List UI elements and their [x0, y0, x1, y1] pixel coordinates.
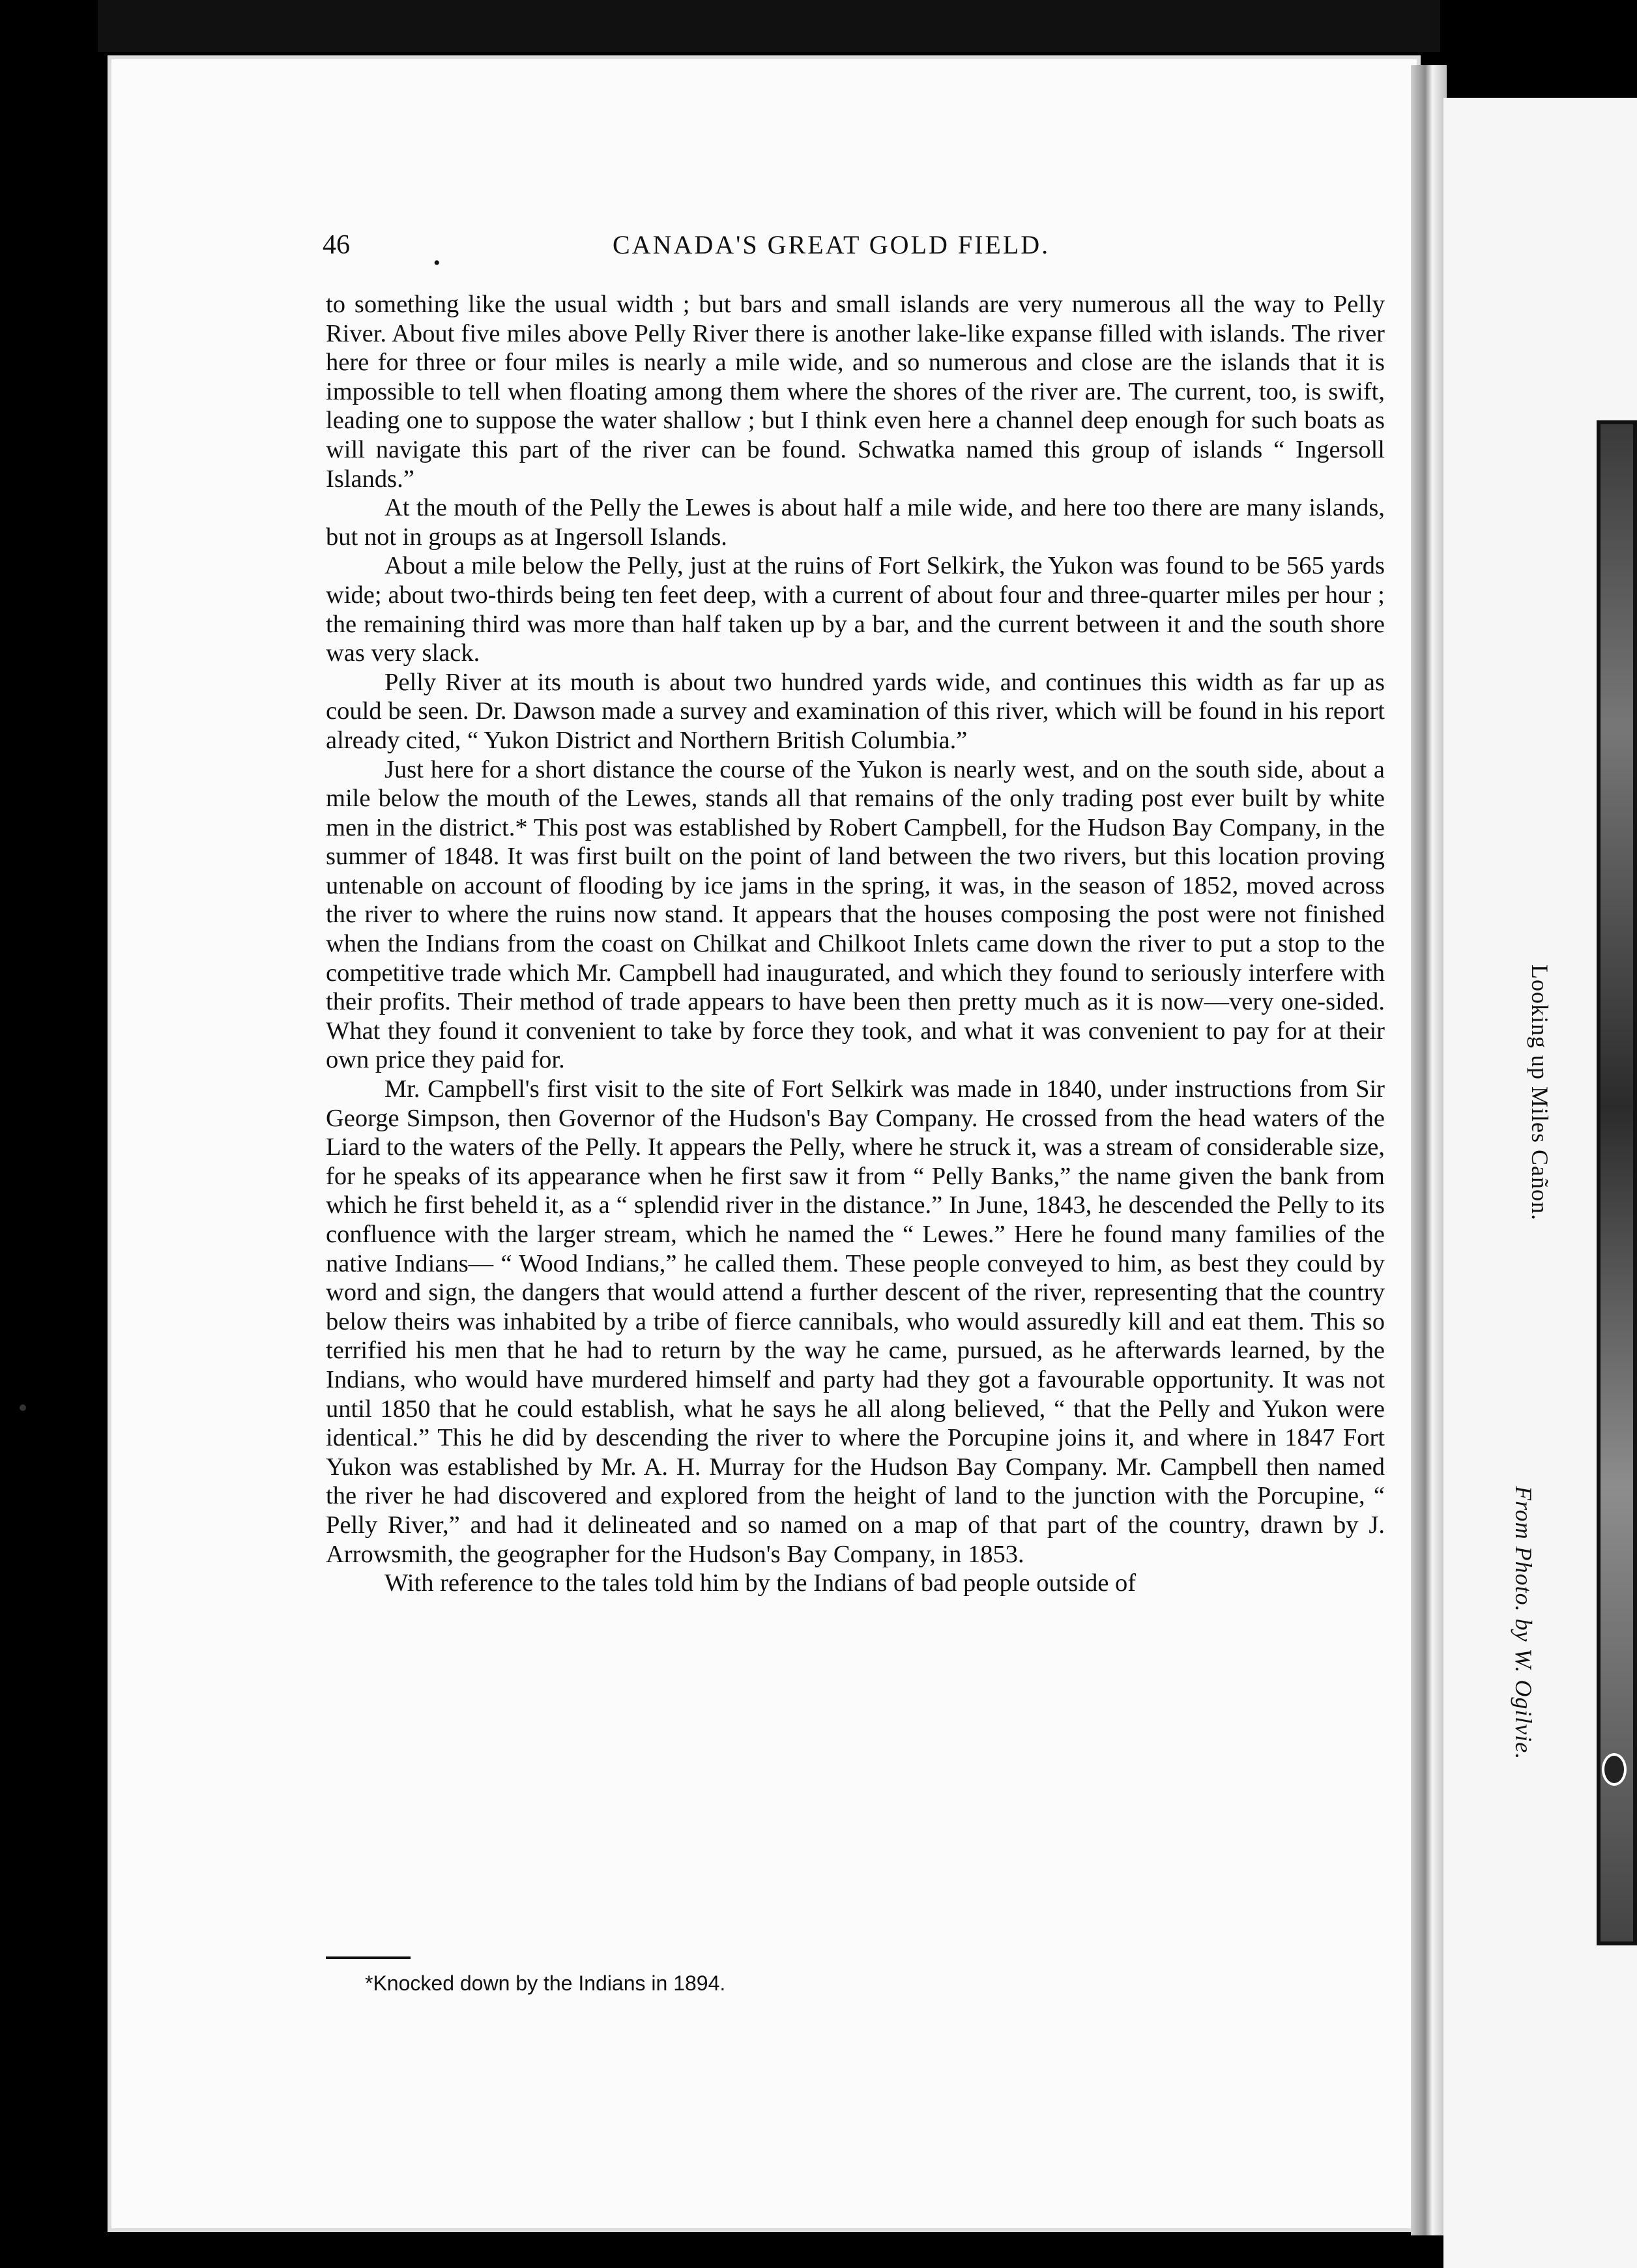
running-title: CANADA'S GREAT GOLD FIELD.: [613, 230, 1050, 259]
body-text: [326, 290, 1385, 1598]
page-gutter: [1411, 65, 1447, 2235]
paragraph: Mr. Campbell's first visit to the site of Fort Selkirk was made in 1840, under instructions from Sir George Simpson, then Governor of the Hudson's Bay Company. He crossed from the head waters of the Liard to the waters of the Pelly. It appears the Pelly, where he struck it, was a stream of considerable size, for he speaks of its appearance when he first saw it from “ Pelly Banks,” the name given the bank from which he first beheld it, as a “ splendid river in the distance.” In June, 1843, he descended the Pelly to its confluence with the larger stream, which he named the “ Lewes.” Here he found many families of the native Indians— “ Wood Indians,” he called them. These people conveyed to him, as best they could by word and sign, the dangers that would attend a further descent of the river, representing that the country below theirs was inhabited by a tribe of fierce cannibals, who would assuredly kill and eat them. This so terrified his men that he had to return by the way he came, pursued, as he afterwards learned, by the Indians, who would have murdered himself and party had they got a favourable opportunity. It was not until 1850 that he could establish, what he says he all along believed, “ that the Pelly and Yukon were identical.” This he did by descending the river to where the Porcupine joins it, and where in 1847 Fort Yukon was established by Mr. A. H. Murray for the Hudson Bay Company. Mr. Campbell then named the river he had discovered and explored from the height of land to the junction with the Porcupine, “ Pelly River,” and had it delineated and so named on a map of that part of the country, drawn by J. Arrowsmith, the geographer for the Hudson's Bay Company, in 1853.: [326, 1075, 1385, 1568]
header-mark: •: [433, 252, 441, 274]
plate-caption-title: Looking up Miles Cañon.: [1527, 965, 1553, 1221]
running-head: [323, 229, 1430, 274]
plate-photograph: [1597, 420, 1637, 1945]
paragraph: Just here for a short distance the course of the Yukon is nearly west, and on the south side, about a mile below the mouth of the Lewes, stands all that remains of the only trading post ever built by white men in the district.* This post was established by Robert Campbell, for the Hudson Bay Company, in the summer of 1848. It was first built on the point of land between the two rivers, but this location proving untenable on account of flooding by ice jams in the spring, it was, in the season of 1852, moved across the river to where the ruins now stand. It appears that the houses composing the post were not finished when the Indians from the coast on Chilkat and Chilkoot Inlets came down the river to put a stop to the competitive trade which Mr. Campbell had inaugurated, and which they found to seriously interfere with their profits. Their method of trade appears to have been then pretty much as it is now—very one-sided. What they found it convenient to take by force they took, and what it was convenient to pay for at their own price they paid for.: [326, 755, 1385, 1074]
page-number: 46: [323, 230, 350, 260]
library-stamp: [1602, 1753, 1627, 1786]
scan-speck: [20, 1404, 26, 1411]
paragraph: Pelly River at its mouth is about two hundred yards wide, and continues this width as far up as could be seen. Dr. Dawson made a survey and examination of this river, which will be found in his report already cited, “ Yukon District and Northern British Columbia.”: [326, 668, 1385, 754]
footnote-rule: [326, 1956, 411, 1959]
paragraph: About a mile below the Pelly, just at the ruins of Fort Selkirk, the Yukon was found to be 565 yards wide; about two-thirds being ten feet deep, with a current of about four and three-quarter miles per hour ; the remaining third was more than half taken up by a bar, and the current between it and the south shore was very slack.: [326, 552, 1385, 667]
paragraph-continued: to something like the usual width ; but bars and small islands are very numerous all the way to Pelly River. About five miles above Pelly River there is another lake-like expanse filled with islands. The river here for three or four miles is nearly a mile wide, and so numerous and close are the islands that it is impossible to tell when floating among them where the shores of the river are. The current, too, is swift, leading one to suppose the water shallow ; but I think even here a channel deep enough for such boats as will navigate this part of the river can be found. Schwatka named this group of islands “ Ingersoll Islands.”: [326, 291, 1385, 493]
scan-background: [98, 0, 1440, 52]
paragraph: At the mouth of the Pelly the Lewes is about half a mile wide, and here too there are many islands, but not in groups as at Ingersoll Islands.: [326, 494, 1385, 551]
plate-caption-credit: From Photo. by W. Ogilvie.: [1511, 1486, 1537, 1760]
paragraph: With reference to the tales told him by the Indians of bad people outside of: [384, 1569, 1137, 1597]
footnote: *Knocked down by the Indians in 1894.: [365, 1971, 726, 1995]
